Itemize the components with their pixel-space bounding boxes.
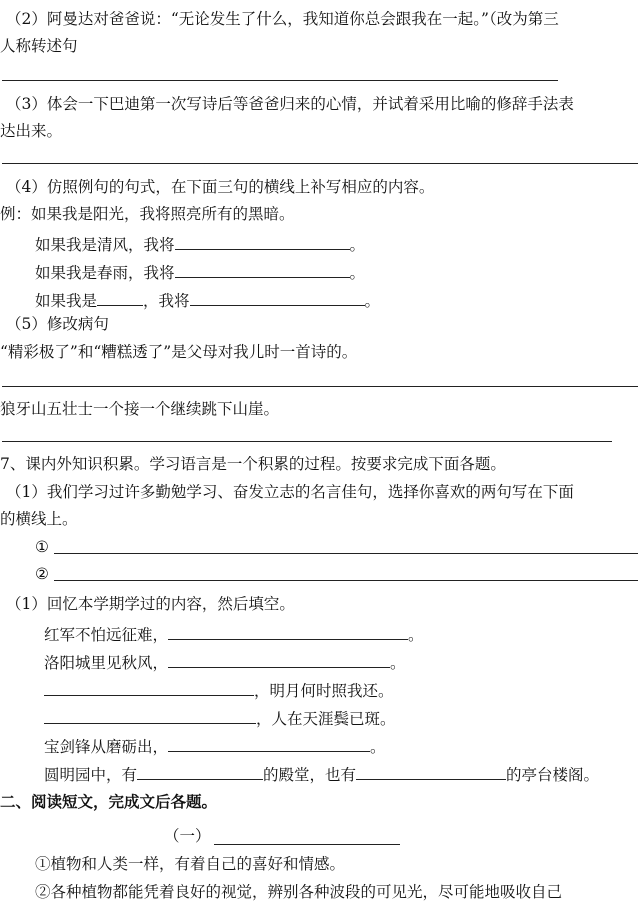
q4-example: 例：如果我是阳光，我将照亮所有的黑暗。 xyxy=(0,205,295,223)
q4-sentence-1 xyxy=(35,232,365,255)
q7-heading: 7、课内外知识积累。学习语言是一个积累的过程。按要求完成下面各题。 xyxy=(0,455,506,473)
q7-quote-line-2[interactable] xyxy=(54,580,638,581)
q5-sentence-2: 狼牙山五壮士一个接一个继续跳下山崖。 xyxy=(0,400,280,418)
q4-s2-period: 。 xyxy=(349,264,366,282)
q4-s3-period: 。 xyxy=(364,292,381,310)
q4-s3-blank-subject[interactable] xyxy=(97,288,143,306)
q4-s3-mid: ，我将 xyxy=(143,292,190,310)
part2-subtitle-text: （一） xyxy=(164,827,211,845)
poem-line-3 xyxy=(44,678,394,701)
poem-6-blank-2[interactable] xyxy=(356,762,506,780)
part2-subtitle xyxy=(164,826,211,846)
q4-s3-blank-action[interactable] xyxy=(190,288,365,306)
q7-sub2-heading: （1）回忆本学期学过的内容，然后填空。 xyxy=(6,595,295,613)
q7-sub1-line1: （1）我们学习过许多勤勉学习、奋发立志的名言佳句，选择你喜欢的两句写在下面 xyxy=(6,483,574,501)
poem-4-text: ，人在天涯鬓已斑。 xyxy=(256,710,396,728)
q4-s1-period: 。 xyxy=(349,236,366,254)
q7-marker-2: ② xyxy=(35,565,49,583)
q5-answer-line-1[interactable] xyxy=(2,386,638,387)
poem-1-text: 红军不怕远征难， xyxy=(44,626,169,644)
poem-line-5 xyxy=(44,734,386,757)
poem-line-4 xyxy=(44,706,396,729)
q4-s1-prefix: 如果我是清风，我将 xyxy=(35,236,175,254)
q7-quote-line-1[interactable] xyxy=(54,553,638,554)
poem-5-blank[interactable] xyxy=(168,734,370,752)
part2-paragraph-2: ②各种植物都能凭着良好的视觉，辨别各种波段的可见光，尽可能地吸收自己 xyxy=(35,883,563,901)
q4-s2-prefix: 如果我是春雨，我将 xyxy=(35,264,175,282)
poem-3-blank[interactable] xyxy=(44,678,254,696)
poem-2-text: 洛阳城里见秋风， xyxy=(44,654,169,672)
q2-line1: （2）阿曼达对爸爸说：“无论发生了什么，我知道你总会跟我在一起。”（改为第三 xyxy=(6,10,559,28)
poem-1-blank[interactable] xyxy=(168,622,408,640)
q4-heading: （4）仿照例句的句式，在下面三句的横线上补写相应的内容。 xyxy=(6,178,435,196)
q3-line2: 达出来。 xyxy=(0,122,63,140)
q4-sentence-3 xyxy=(35,288,380,311)
poem-line-6 xyxy=(44,762,599,785)
q2-line2: 人称转述句 xyxy=(0,37,78,55)
q7-sub1-line2: 的横线上。 xyxy=(0,510,78,528)
poem-4-blank[interactable] xyxy=(44,706,256,724)
poem-5-text: 宝剑锋从磨砺出， xyxy=(44,738,169,756)
poem-6-blank-1[interactable] xyxy=(137,762,263,780)
poem-line-2 xyxy=(44,650,406,673)
poem-3-text: ，明月何时照我还。 xyxy=(254,682,394,700)
q4-s3-prefix: 如果我是 xyxy=(35,292,98,310)
poem-1-period: 。 xyxy=(408,626,424,644)
poem-6-text-a: 圆明园中，有 xyxy=(44,766,138,784)
q5-sentence-1: “精彩极了”和“糟糕透了”是父母对我儿时一首诗的。 xyxy=(0,343,358,361)
part2-paragraph-1: ①植物和人类一样，有着自己的喜好和情感。 xyxy=(35,855,346,873)
poem-6-text-c: 的亭台楼阁。 xyxy=(506,766,600,784)
part2-title-blank[interactable] xyxy=(214,844,400,845)
q3-answer-line[interactable] xyxy=(2,163,638,164)
q7-marker-1: ① xyxy=(35,538,49,556)
q4-s1-blank[interactable] xyxy=(175,232,350,250)
q3-line1: （3）体会一下巴迪第一次写诗后等爸爸归来的心情，并试着采用比喻的修辞手法表 xyxy=(6,95,574,113)
poem-6-text-b: 的殿堂，也有 xyxy=(263,766,357,784)
q2-answer-line[interactable] xyxy=(2,80,558,81)
q5-heading: （5）修改病句 xyxy=(6,315,109,333)
part2-heading: 二、阅读短文，完成文后各题。 xyxy=(0,792,218,811)
poem-2-period: 。 xyxy=(390,654,406,672)
poem-2-blank[interactable] xyxy=(168,650,390,668)
poem-line-1 xyxy=(44,622,424,645)
poem-5-period: 。 xyxy=(370,738,386,756)
q4-sentence-2 xyxy=(35,260,365,283)
q5-answer-line-2[interactable] xyxy=(2,441,612,442)
q4-s2-blank[interactable] xyxy=(175,260,350,278)
